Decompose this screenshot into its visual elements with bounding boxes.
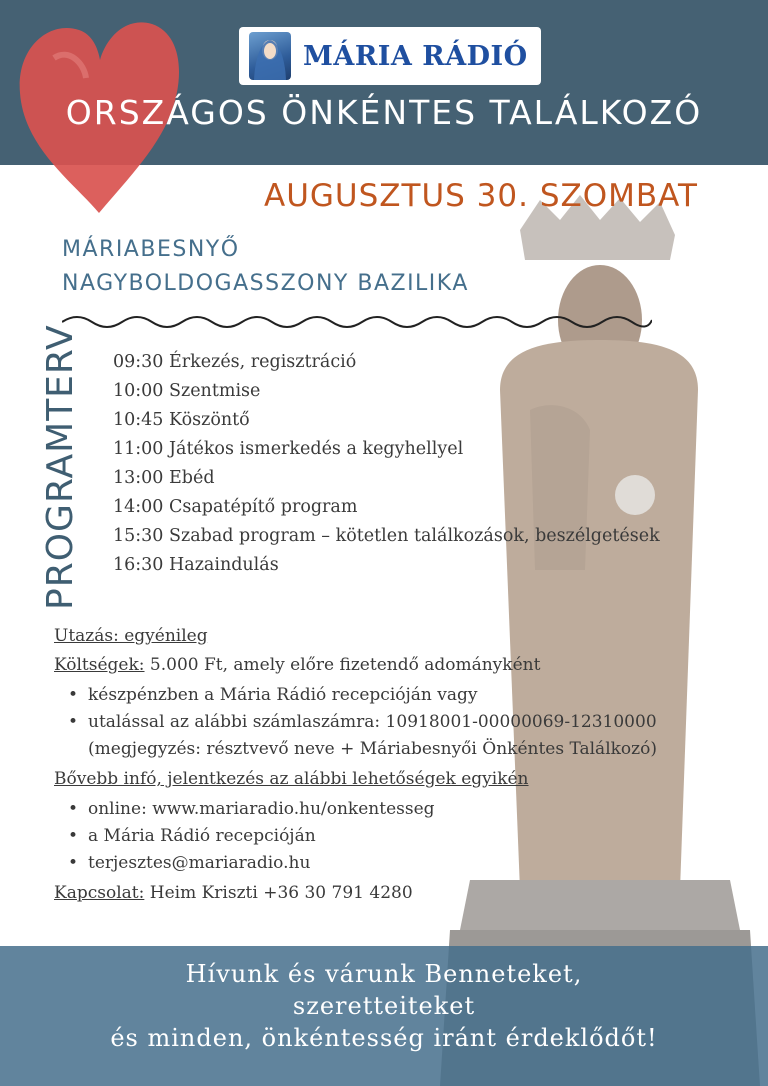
- cost-label: Költségek:: [54, 655, 145, 675]
- event-date: AUGUSZTUS 30. SZOMBAT: [264, 178, 698, 214]
- schedule-item: 15:30 Szabad program – kötetlen találkozások, beszélgetések: [113, 526, 660, 546]
- footer-line-1: Hívunk és várunk Benneteket,: [185, 960, 583, 988]
- info-section: [54, 622, 734, 908]
- venue-line-2: NAGYBOLDOGASSZONY BAZILIKA: [62, 271, 469, 296]
- list-item: • a Mária Rádió recepcióján: [66, 823, 734, 850]
- schedule-item: 09:30 Érkezés, regisztráció: [113, 352, 357, 372]
- list-item: • utalással az alábbi számlaszámra: 10918001-00000069-12310000 (megjegyzés: résztvevő neve + Máriabesnyői Önkéntes Találkozó): [66, 709, 734, 763]
- footer-invitation: [0, 958, 768, 1054]
- madonna-icon: [249, 32, 291, 80]
- program-label: PROGRAMTERV: [40, 324, 81, 610]
- travel-info: Utazás: egyénileg: [54, 626, 208, 646]
- cost-info: [54, 651, 734, 680]
- contact-label: Kapcsolat:: [54, 883, 145, 903]
- registration-options-list: [54, 796, 734, 877]
- maria-radio-logo: [239, 27, 541, 85]
- logo-text: MÁRIA RÁDIÓ: [303, 40, 528, 72]
- more-info-heading: Bővebb infó, jelentkezés az alábbi lehetőségek egyikén: [54, 769, 529, 789]
- page-title: ORSZÁGOS ÖNKÉNTES TALÁLKOZÓ: [65, 93, 703, 132]
- contact-info: [54, 879, 734, 908]
- schedule-list: [113, 348, 673, 580]
- schedule-item: 10:45 Köszöntő: [113, 410, 250, 430]
- venue-line-1: MÁRIABESNYŐ: [62, 237, 240, 262]
- event-venue: [62, 233, 469, 301]
- schedule-item: 14:00 Csapatépítő program: [113, 497, 358, 517]
- list-item: • terjesztes@mariaradio.hu: [66, 850, 734, 877]
- contact-text: Heim Kriszti +36 30 791 4280: [144, 883, 413, 903]
- footer-line-3: és minden, önkéntesség iránt érdeklődőt!: [110, 1024, 658, 1052]
- schedule-item: 16:30 Hazaindulás: [113, 555, 279, 575]
- list-item: • online: www.mariaradio.hu/onkentesseg: [66, 796, 734, 823]
- schedule-item: 11:00 Játékos ismerkedés a kegyhellyel: [113, 439, 464, 459]
- schedule-item: 10:00 Szentmise: [113, 381, 261, 401]
- wavy-divider: [62, 310, 652, 332]
- list-item: • készpénzben a Mária Rádió recepcióján vagy: [66, 682, 734, 709]
- cost-options-list: [54, 682, 734, 763]
- schedule-item: 13:00 Ebéd: [113, 468, 215, 488]
- cost-text: 5.000 Ft, amely előre fizetendő adományként: [144, 655, 541, 675]
- footer-line-2: szeretteiteket: [292, 992, 476, 1020]
